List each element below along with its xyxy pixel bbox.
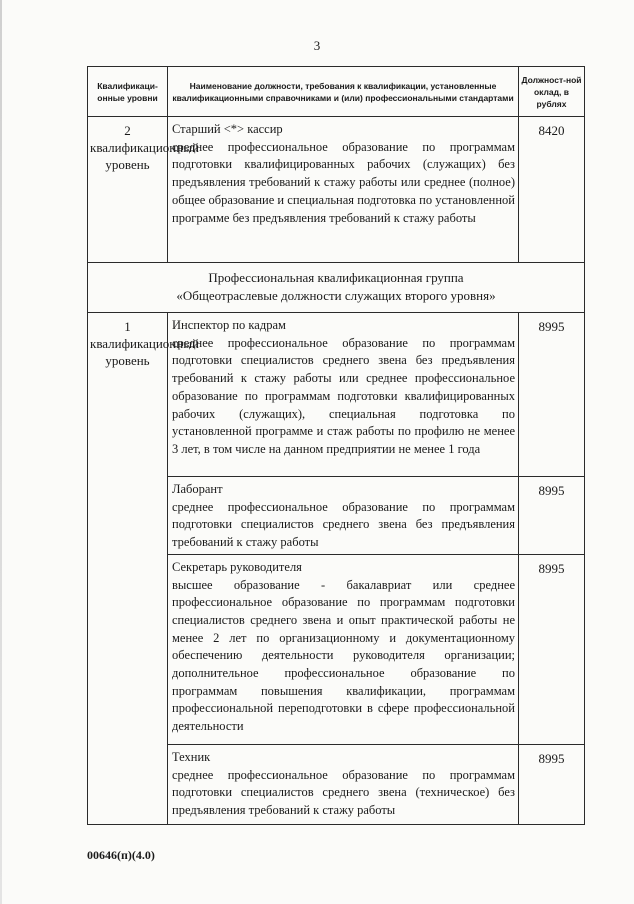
position-requirements: среднее профессиональное образование по программам подготовки специалистов среднего звена без предъявления требований к стажу работы: [172, 499, 515, 550]
table-header-row: [88, 67, 585, 117]
salary-table: [87, 66, 585, 825]
group-line-2: «Общеотраслевые должности служащих второго уровня»: [176, 288, 496, 303]
table-row: [88, 313, 585, 477]
position-requirements: высшее образование - бакалавриат или среднее профессиональное образование по программам подготовки специалистов среднего звена и опыт практической работы не менее 2 лет по организационному и документационному обеспечению деятельности руководителя организации; дополнительное профессиональное образование по программам повышения квалификации, программам профессиональной переподготовки в сфере профессиональной деятельности: [172, 577, 515, 734]
salary-cell: 8420: [519, 117, 585, 263]
page-number: 3: [313, 38, 321, 53]
group-heading: [88, 263, 585, 313]
salary-cell: 8995: [519, 554, 585, 744]
position-title: Инспектор по кадрам: [172, 318, 286, 332]
header-salary: Должност-ной оклад, в рублях: [519, 67, 585, 117]
page-edge: [0, 0, 2, 904]
position-cell: [168, 744, 519, 824]
position-cell: [168, 313, 519, 477]
position-requirements: среднее профессиональное образование по программам подготовки специалистов среднего звена без предъявления требований к стажу работы или среднее профессиональное образование по программам подготовки квалифицированных рабочих (служащих), специальная подготовка по установленной программе и стаж работы по профилю не менее 3 лет, в том числе на данном предприятии не менее 1 года: [172, 335, 515, 456]
level-cell: 2 квалификационный уровень: [88, 117, 168, 263]
position-title: Лаборант: [172, 482, 223, 496]
salary-cell: 8995: [519, 477, 585, 555]
position-cell: [168, 554, 519, 744]
group-row: [88, 263, 585, 313]
position-title: Техник: [172, 749, 211, 764]
position-title: Старший <*> кассир: [172, 122, 283, 136]
header-level: Квалификаци-онные уровни: [88, 67, 168, 117]
position-requirements: среднее профессиональное образование по программам подготовки квалифицированных рабочих (служащих) без предъявления требований к стажу работы или среднее (полное) общее образование и специальная подготовка по установленной программе без предъявления требований к стажу работы: [172, 139, 515, 225]
group-line-1: Профессиональная квалификационная группа: [208, 270, 464, 285]
salary-cell: 8995: [519, 744, 585, 824]
document-code: 00646(п)(4.0): [87, 848, 155, 862]
header-name: Наименование должности, требования к квалификации, установленные квалификационными справочниками и (или) профессиональными стандартами: [168, 67, 519, 117]
position-title: Секретарь руководителя: [172, 559, 302, 574]
salary-cell: 8995: [519, 313, 585, 477]
position-cell: [168, 117, 519, 263]
table-row: [88, 117, 585, 263]
position-requirements: среднее профессиональное образование по программам подготовки специалистов среднего звена (техническое) без предъявления требований к стажу работы: [172, 767, 515, 817]
position-cell: [168, 477, 519, 555]
level-cell: 1 квалификационный уровень: [88, 313, 168, 825]
